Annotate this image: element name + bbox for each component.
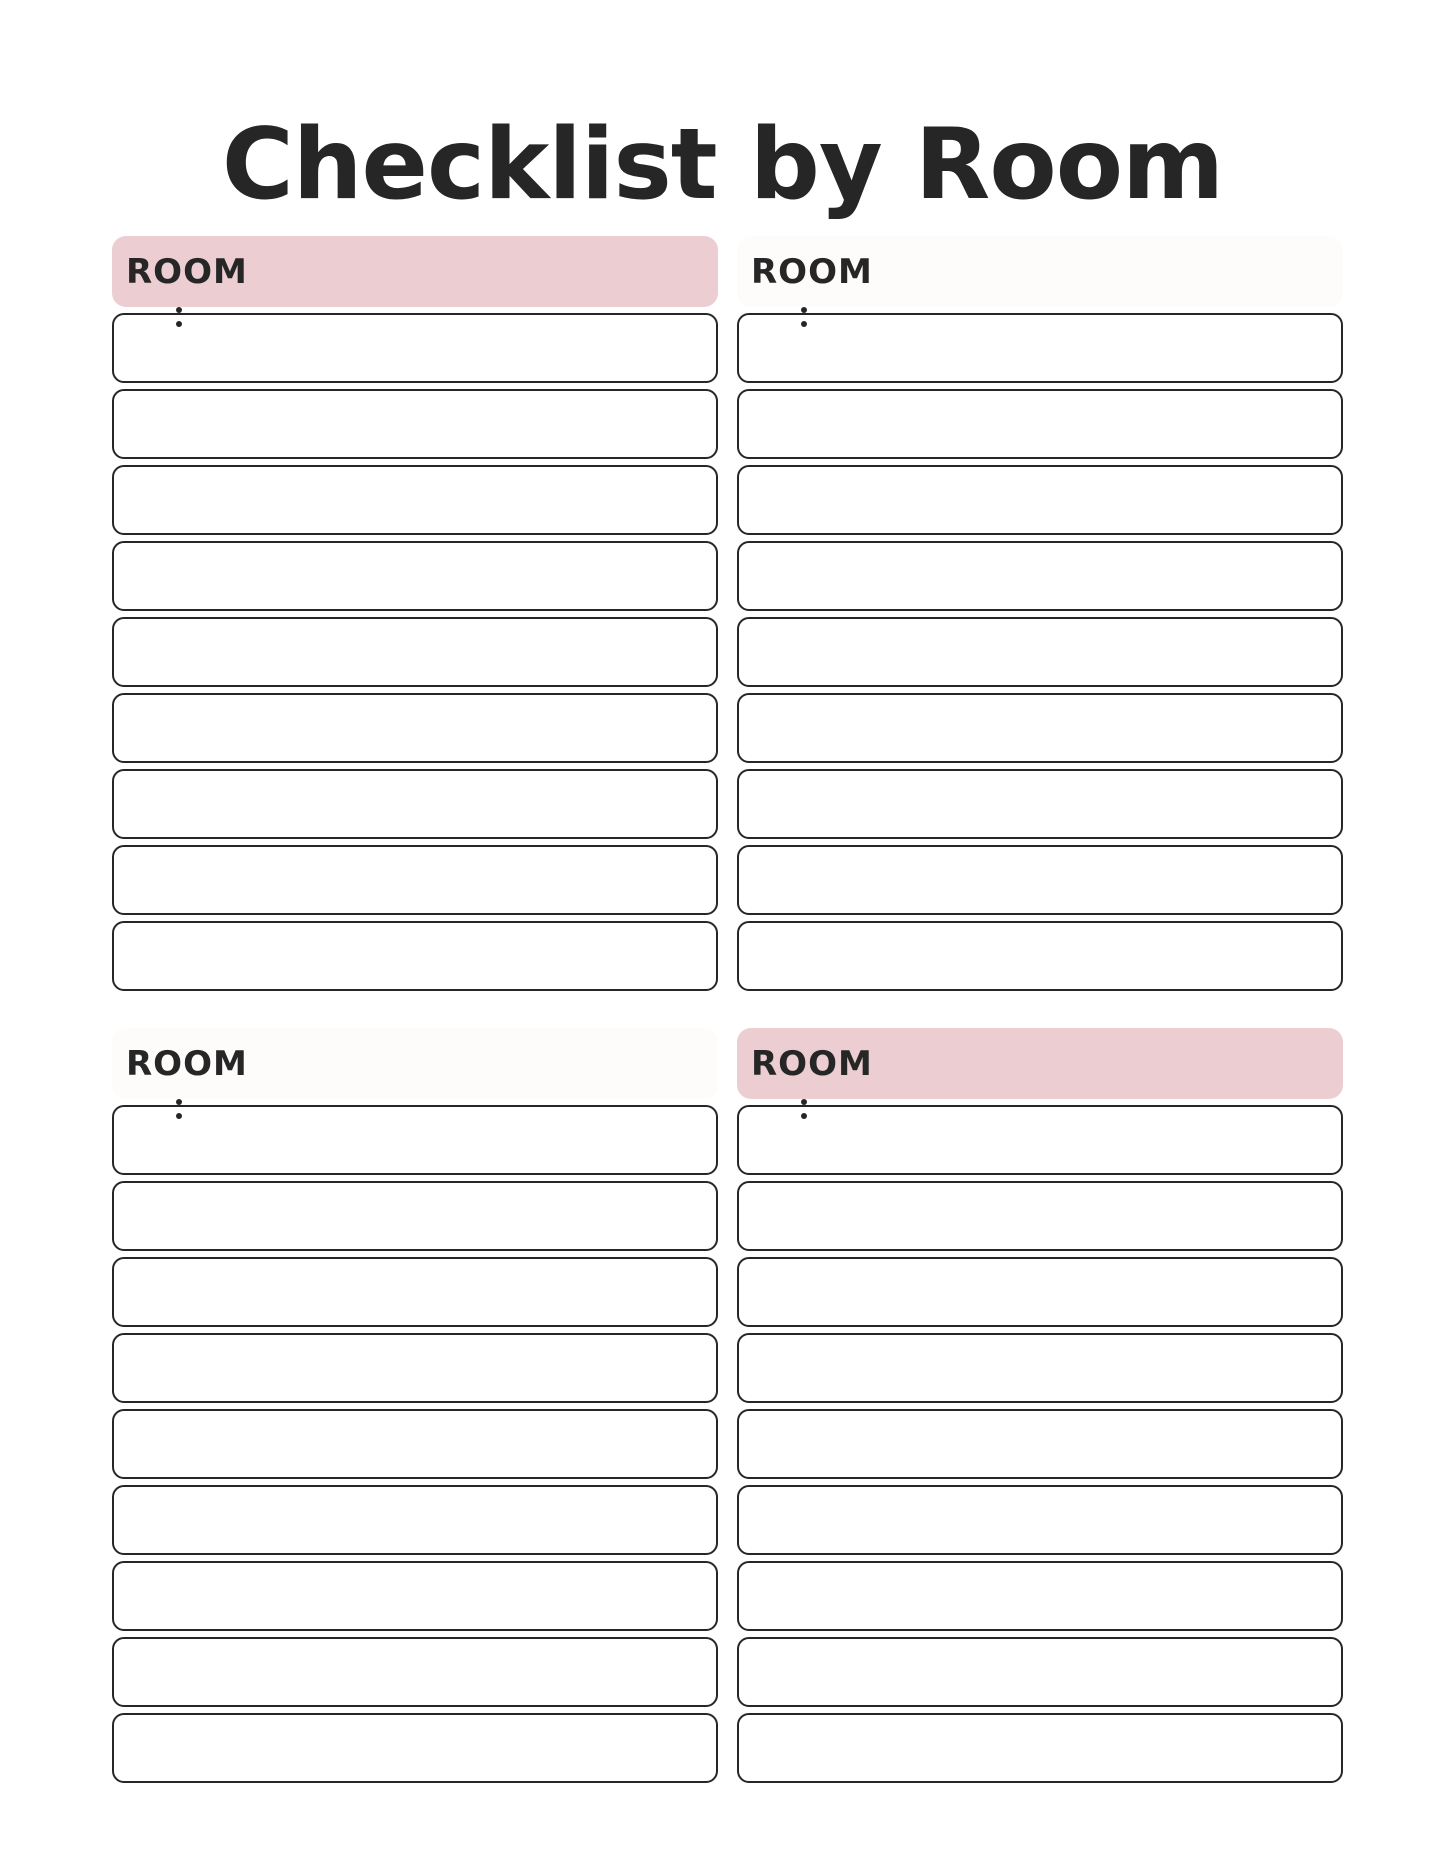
checklist-row[interactable]	[737, 1637, 1343, 1707]
checklist-rows	[737, 1105, 1343, 1783]
room-section-bottom-right	[737, 1028, 1343, 1789]
colon-mark	[176, 1099, 182, 1125]
checklist-row[interactable]	[112, 921, 718, 991]
checklist-row[interactable]	[737, 921, 1343, 991]
checklist-row[interactable]	[112, 845, 718, 915]
checklist-row[interactable]	[112, 693, 718, 763]
room-section-top-right	[737, 236, 1343, 997]
checklist-row[interactable]	[112, 1105, 718, 1175]
checklist-row[interactable]	[112, 1333, 718, 1403]
checklist-row[interactable]	[737, 541, 1343, 611]
checklist-row[interactable]	[112, 465, 718, 535]
room-label: ROOM	[126, 1043, 248, 1084]
checklist-row[interactable]	[112, 541, 718, 611]
checklist-row[interactable]	[112, 1561, 718, 1631]
room-label: ROOM	[126, 251, 248, 292]
colon-mark	[176, 307, 182, 333]
room-section-bottom-left	[112, 1028, 718, 1789]
checklist-row[interactable]	[112, 769, 718, 839]
checklist-row[interactable]	[112, 389, 718, 459]
checklist-row[interactable]	[737, 845, 1343, 915]
checklist-row[interactable]	[737, 1561, 1343, 1631]
checklist-row[interactable]	[737, 1105, 1343, 1175]
checklist-row[interactable]	[112, 1713, 718, 1783]
checklist-row[interactable]	[112, 1637, 718, 1707]
checklist-row[interactable]	[737, 389, 1343, 459]
colon-mark	[801, 307, 807, 333]
checklist-row[interactable]	[737, 1409, 1343, 1479]
checklist-row[interactable]	[112, 1409, 718, 1479]
room-header	[737, 236, 1343, 307]
checklist-row[interactable]	[112, 1181, 718, 1251]
checklist-row[interactable]	[737, 1257, 1343, 1327]
checklist-row[interactable]	[737, 1333, 1343, 1403]
checklist-row[interactable]	[112, 1257, 718, 1327]
page-title: Checklist by Room	[221, 108, 1224, 222]
room-header	[112, 236, 718, 307]
colon-mark	[801, 1099, 807, 1125]
checklist-row[interactable]	[112, 617, 718, 687]
checklist-rows	[112, 1105, 718, 1783]
checklist-row[interactable]	[737, 313, 1343, 383]
room-section-top-left	[112, 236, 718, 997]
checklist-row[interactable]	[112, 1485, 718, 1555]
room-header	[112, 1028, 718, 1099]
checklist-row[interactable]	[737, 1181, 1343, 1251]
checklist-row[interactable]	[737, 617, 1343, 687]
room-label: ROOM	[751, 251, 873, 292]
checklist-row[interactable]	[737, 465, 1343, 535]
checklist-row[interactable]	[737, 1713, 1343, 1783]
checklist-row[interactable]	[737, 1485, 1343, 1555]
checklist-rows	[737, 313, 1343, 991]
checklist-row[interactable]	[737, 769, 1343, 839]
checklist-rows	[112, 313, 718, 991]
checklist-row[interactable]	[112, 313, 718, 383]
room-label: ROOM	[751, 1043, 873, 1084]
checklist-row[interactable]	[737, 693, 1343, 763]
room-header	[737, 1028, 1343, 1099]
